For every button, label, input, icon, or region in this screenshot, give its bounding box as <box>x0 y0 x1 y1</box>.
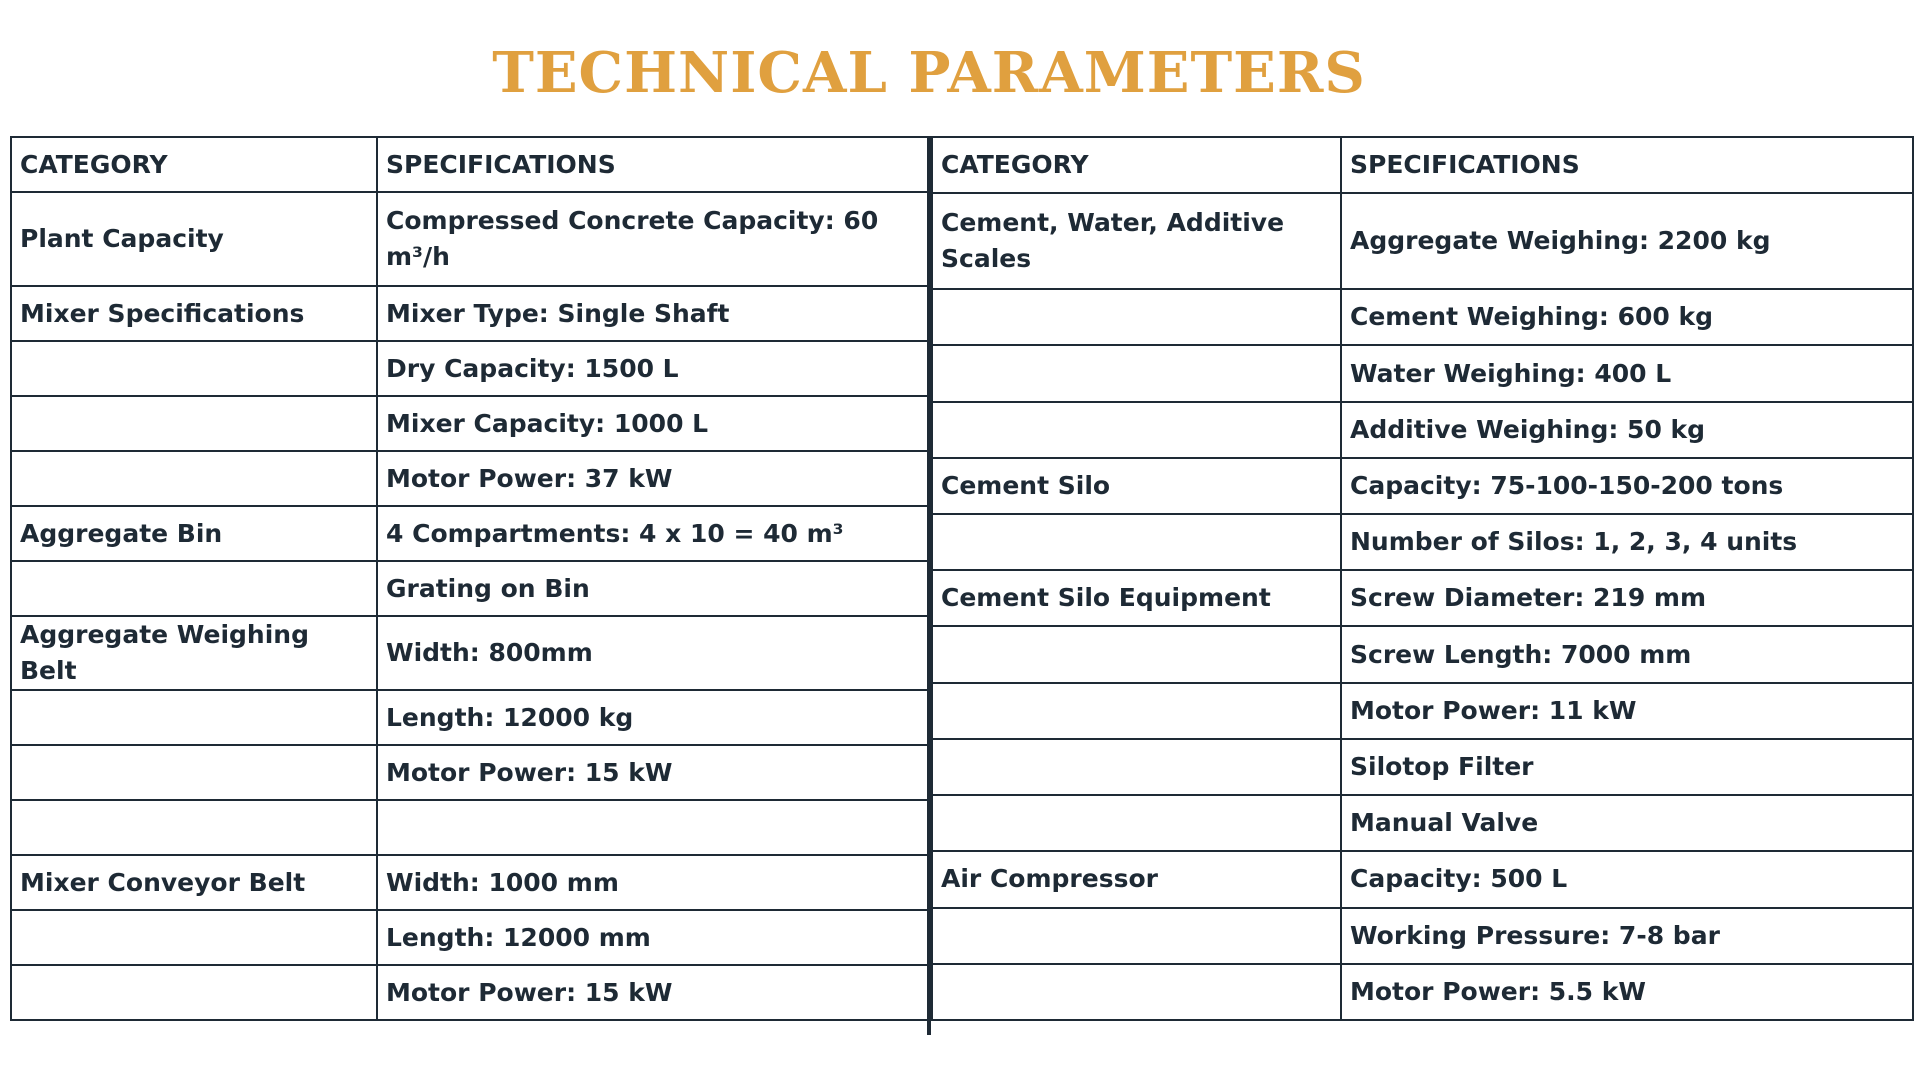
specification-cell: Cement Weighing: 600 kg <box>1341 289 1913 345</box>
table-row <box>11 800 929 855</box>
specification-cell: Motor Power: 15 kW <box>377 745 929 800</box>
category-cell <box>932 964 1341 1020</box>
specification-cell: Number of Silos: 1, 2, 3, 4 units <box>1341 514 1913 570</box>
specification-cell: Length: 12000 mm <box>377 910 929 965</box>
category-cell <box>11 561 377 616</box>
category-cell <box>11 396 377 451</box>
category-cell: Cement Silo Equipment <box>932 570 1341 626</box>
table-row <box>932 289 1913 345</box>
specification-cell: Capacity: 75-100-150-200 tons <box>1341 458 1913 514</box>
specification-cell <box>377 800 929 855</box>
category-cell: Mixer Specifications <box>11 286 377 341</box>
category-cell <box>932 402 1341 458</box>
specification-cell: Water Weighing: 400 L <box>1341 345 1913 401</box>
table-row <box>11 910 929 965</box>
table-header-row <box>932 137 1913 193</box>
category-cell: Air Compressor <box>932 851 1341 907</box>
specification-cell: 4 Compartments: 4 x 10 = 40 m³ <box>377 506 929 561</box>
specification-cell: Compressed Concrete Capacity: 60 m³/h <box>377 192 929 286</box>
page-title: TECHNICAL PARAMETERS <box>492 40 1366 106</box>
specification-cell: Mixer Capacity: 1000 L <box>377 396 929 451</box>
table-header-row <box>11 137 929 192</box>
parameters-tables <box>10 136 1910 1021</box>
column-header-specifications: SPECIFICATIONS <box>1341 137 1913 193</box>
table-row <box>11 341 929 396</box>
table-row <box>932 908 1913 964</box>
category-cell <box>932 626 1341 682</box>
specification-cell: Motor Power: 5.5 kW <box>1341 964 1913 1020</box>
table-row <box>932 458 1913 514</box>
category-cell: Aggregate Weighing Belt <box>11 616 377 690</box>
category-cell: Plant Capacity <box>11 192 377 286</box>
table-row <box>932 964 1913 1020</box>
specification-cell: Motor Power: 11 kW <box>1341 683 1913 739</box>
table-row <box>11 690 929 745</box>
table-row <box>932 514 1913 570</box>
specification-cell: Dry Capacity: 1500 L <box>377 341 929 396</box>
table-row <box>11 506 929 561</box>
category-cell <box>11 690 377 745</box>
table-row <box>11 616 929 690</box>
table-row <box>932 739 1913 795</box>
specification-cell: Screw Diameter: 219 mm <box>1341 570 1913 626</box>
table-row <box>11 286 929 341</box>
table-row <box>932 402 1913 458</box>
specification-cell: Motor Power: 15 kW <box>377 965 929 1020</box>
table-row <box>932 345 1913 401</box>
category-cell <box>932 795 1341 851</box>
specification-cell: Mixer Type: Single Shaft <box>377 286 929 341</box>
category-cell <box>11 910 377 965</box>
column-header-category: CATEGORY <box>11 137 377 192</box>
specification-cell: Aggregate Weighing: 2200 kg <box>1341 193 1913 289</box>
category-cell: Cement Silo <box>932 458 1341 514</box>
table-row <box>11 745 929 800</box>
table-row <box>11 561 929 616</box>
category-cell: Aggregate Bin <box>11 506 377 561</box>
specification-cell: Width: 1000 mm <box>377 855 929 910</box>
specification-cell: Capacity: 500 L <box>1341 851 1913 907</box>
category-cell <box>11 451 377 506</box>
table-row <box>932 626 1913 682</box>
category-cell <box>11 745 377 800</box>
right-parameters-table <box>931 136 1914 1021</box>
column-header-category: CATEGORY <box>932 137 1341 193</box>
table-row <box>11 855 929 910</box>
table-row <box>932 570 1913 626</box>
specification-cell: Screw Length: 7000 mm <box>1341 626 1913 682</box>
specification-cell: Additive Weighing: 50 kg <box>1341 402 1913 458</box>
specification-cell: Grating on Bin <box>377 561 929 616</box>
category-cell <box>11 800 377 855</box>
table-row <box>932 193 1913 289</box>
specification-cell: Silotop Filter <box>1341 739 1913 795</box>
table-row <box>11 965 929 1020</box>
category-cell <box>932 289 1341 345</box>
category-cell <box>932 908 1341 964</box>
specification-cell: Working Pressure: 7-8 bar <box>1341 908 1913 964</box>
category-cell <box>11 965 377 1020</box>
category-cell <box>932 345 1341 401</box>
table-row <box>11 451 929 506</box>
column-header-specifications: SPECIFICATIONS <box>377 137 929 192</box>
category-cell: Mixer Conveyor Belt <box>11 855 377 910</box>
left-parameters-table <box>10 136 930 1021</box>
specification-cell: Manual Valve <box>1341 795 1913 851</box>
table-row <box>932 683 1913 739</box>
table-row <box>11 396 929 451</box>
table-row <box>932 795 1913 851</box>
table-row <box>11 192 929 286</box>
table-row <box>932 851 1913 907</box>
category-cell: Cement, Water, Additive Scales <box>932 193 1341 289</box>
category-cell <box>932 683 1341 739</box>
category-cell <box>11 341 377 396</box>
specification-cell: Motor Power: 37 kW <box>377 451 929 506</box>
category-cell <box>932 514 1341 570</box>
table-divider <box>927 136 931 1035</box>
specification-cell: Length: 12000 kg <box>377 690 929 745</box>
specification-cell: Width: 800mm <box>377 616 929 690</box>
category-cell <box>932 739 1341 795</box>
